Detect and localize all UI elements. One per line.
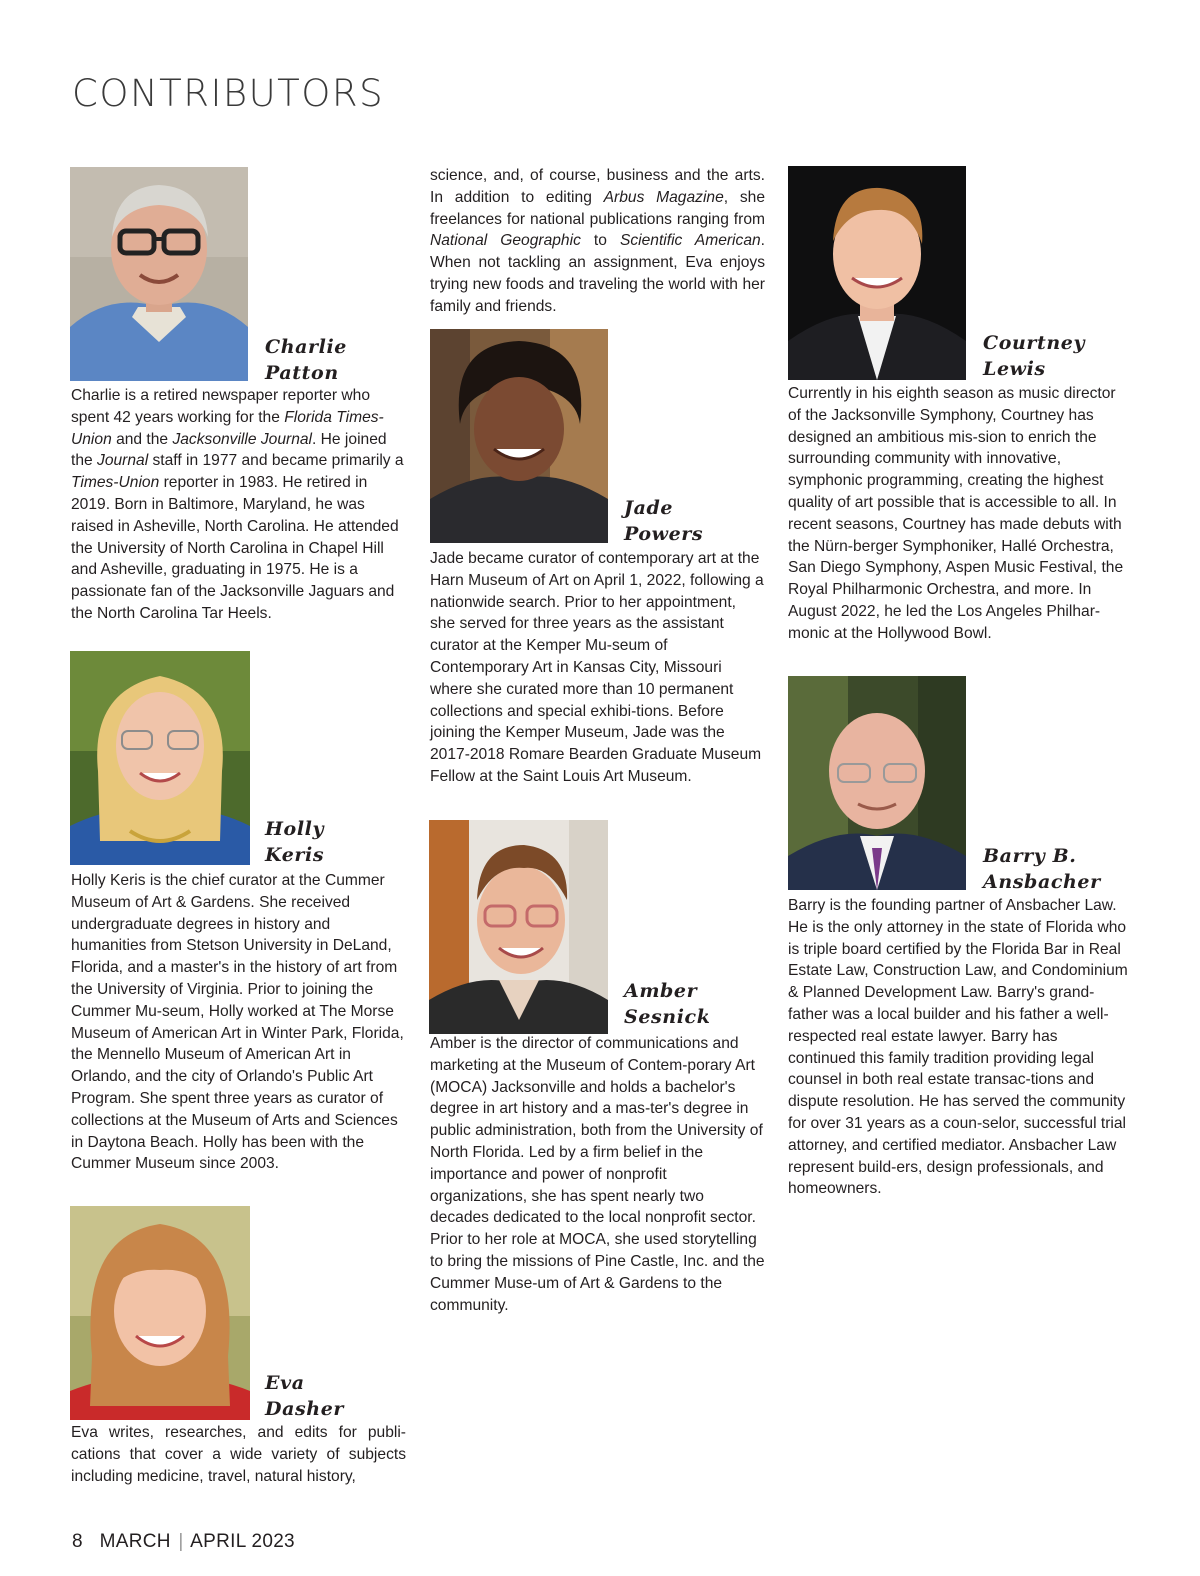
- name-first: Courtney: [983, 332, 1086, 354]
- italic-text: Journal: [97, 452, 149, 470]
- text-run: staff in 1977 and became primarily a: [148, 452, 404, 470]
- jade-powers-name: [624, 495, 703, 547]
- eva-dasher-bio-part1: [71, 1422, 406, 1487]
- amber-sesnick-name: [624, 978, 710, 1030]
- name-last: Ansbacher: [983, 871, 1101, 893]
- text-run: , she freelances for national publications ranging from: [430, 188, 766, 228]
- text-run: and the: [111, 430, 173, 448]
- page-number: 8: [72, 1531, 83, 1552]
- italic-text: Arbus Magazine: [603, 188, 724, 206]
- jade-powers-bio: [430, 548, 765, 788]
- charlie-patton-bio: [71, 385, 406, 625]
- text-run: Jade became curator of contemporary art at the Harn Museum of Art on April 1, 2022, following a nationwide search. Prior to her appointment, she served for three years as the assistant curator at the Kemper Mu-seum of Contemporary Art in Kansas City, Missouri where she curated more than 10 permanent collections and special exhibi-tions. Before joining the Kemper Museum, Jade was the 2017-2018 Romare Bearden Graduate Museum Fellow at the Saint Louis Art Museum.: [430, 550, 764, 785]
- page-footer: [72, 1531, 295, 1553]
- name-first: Amber: [624, 980, 698, 1002]
- eva-dasher-bio-part2: [430, 165, 765, 318]
- name-last: Lewis: [983, 358, 1046, 380]
- barry-ansbacher-bio: [788, 895, 1128, 1200]
- text-run: to: [580, 232, 620, 250]
- italic-text: Scientific American: [619, 232, 761, 250]
- text-run: Holly Keris is the chief curator at the Cummer Museum of Art & Gardens. She received undergraduate degrees in history and humanities from Stetson University in DeLand, Florida, and a master's in the history of art from the University of Virginia. Prior to joining the Cummer Mu-seum, Holly worked at The Morse Museum of American Art in Winter Park, Florida, the Mennello Museum of American Art in Orlando, and the city of Orlando's Public Art Program. She spent three years as curator of collections at the Museum of Arts and Sciences in Daytona Beach. Holly has been with the Cummer Museum since 2003.: [71, 872, 404, 1173]
- name-first: Jade: [624, 497, 674, 519]
- italic-text: National Geographic: [430, 232, 581, 250]
- italic-text: Jacksonville Journal: [172, 430, 312, 448]
- holly-keris-photo: [70, 651, 250, 865]
- name-first: Barry B.: [983, 845, 1077, 867]
- name-first: Charlie: [265, 336, 347, 358]
- text-run: science, and, of course, business and the arts. In addition to editing: [430, 167, 765, 206]
- charlie-patton-name: [265, 334, 347, 386]
- barry-ansbacher-name: [983, 843, 1101, 895]
- courtney-lewis-bio: [788, 383, 1128, 645]
- name-last: Dasher: [265, 1398, 344, 1420]
- issue-month: MARCH: [99, 1531, 171, 1552]
- italic-text: Times-Union: [71, 474, 160, 492]
- eva-dasher-photo: [70, 1206, 250, 1420]
- courtney-lewis-photo: [788, 166, 966, 380]
- issue-separator: |: [178, 1531, 184, 1552]
- holly-keris-name: [265, 816, 324, 868]
- text-run: . When not tackling an assignment, Eva enjoys trying new foods and traveling the world with her family and friends.: [430, 232, 766, 315]
- barry-ansbacher-photo: [788, 676, 966, 890]
- amber-sesnick-bio: [430, 1033, 765, 1316]
- page-title: CONTRIBUTORS: [72, 72, 385, 115]
- holly-keris-bio: [71, 870, 406, 1175]
- text-run: Currently in his eighth season as music director of the Jacksonville Symphony, Courtney has designed an ambitious mis-sion to enrich the surrounding community with innovative, symphonic programming, creating the highest quality of art possible that is accessible to all. In recent seasons, Courtney has made debuts with the Nürn-berger Symphoniker, Hallé Orchestra, San Diego Symphony, Aspen Music Festival, the Royal Philharmonic Orchestra, and more. In August 2022, he led the Los Angeles Philhar-monic at the Hollywood Bowl.: [788, 385, 1124, 642]
- name-last: Keris: [265, 844, 325, 866]
- text-run: Barry is the founding partner of Ansbacher Law. He is the only attorney in the state of Florida who is triple board certified by the Florida Bar in Real Estate Law, Construction Law, and Condominium & Planned Development Law. Barry's grand-father was a local builder and his father a well-respected real estate lawyer. Barry has continued this family tradition providing legal counsel in both real estate transac-tions and dispute resolution. He has served the community for over 31 years as a coun-selor, successful trial attorney, and certified mediator. Ansbacher Law represent build-ers, design professionals, and homeowners.: [788, 897, 1128, 1198]
- name-last: Patton: [265, 362, 339, 384]
- text-run: reporter in 1983. He retired in 2019. Born in Baltimore, Maryland, he was raised in Asheville, North Carolina. He attended the University of North Carolina in Chapel Hill and Asheville, graduating in 1975. He is a passionate fan of the Jacksonville Jaguars and the North Carolina Tar Heels.: [71, 474, 399, 622]
- name-last: Powers: [624, 523, 704, 545]
- name-last: Sesnick: [624, 1006, 711, 1028]
- name-first: Eva: [265, 1372, 305, 1394]
- text-run: Eva writes, researches, and edits for publi-cations that cover a wide variety of subjects including medicine, travel, natural history,: [71, 1424, 406, 1485]
- eva-dasher-name: [265, 1370, 344, 1422]
- text-run: . He joined the: [71, 430, 387, 470]
- courtney-lewis-name: [983, 330, 1085, 382]
- italic-text: Florida Times-Union: [71, 408, 384, 448]
- amber-sesnick-photo: [429, 820, 608, 1034]
- issue-rest: APRIL 2023: [190, 1531, 295, 1552]
- name-first: Holly: [265, 818, 325, 840]
- text-run: Charlie is a retired newspaper reporter who spent 42 years working for the: [71, 387, 371, 426]
- charlie-patton-photo: [70, 167, 248, 381]
- text-run: Amber is the director of communications and marketing at the Museum of Contem-porary Art (MOCA) Jacksonville and holds a bachelor's degree in art history and a mas-ter's degree in public administration, both from the University of North Florida. Led by a firm belief in the importance and power of nonprofit organizations, she has spent nearly two decades dedicated to the local nonprofit sector. Prior to her role at MOCA, she used storytelling to bring the missions of Pine Castle, Inc. and the Cummer Muse-um of Art & Gardens to the community.: [430, 1035, 765, 1314]
- jade-powers-photo: [430, 329, 608, 543]
